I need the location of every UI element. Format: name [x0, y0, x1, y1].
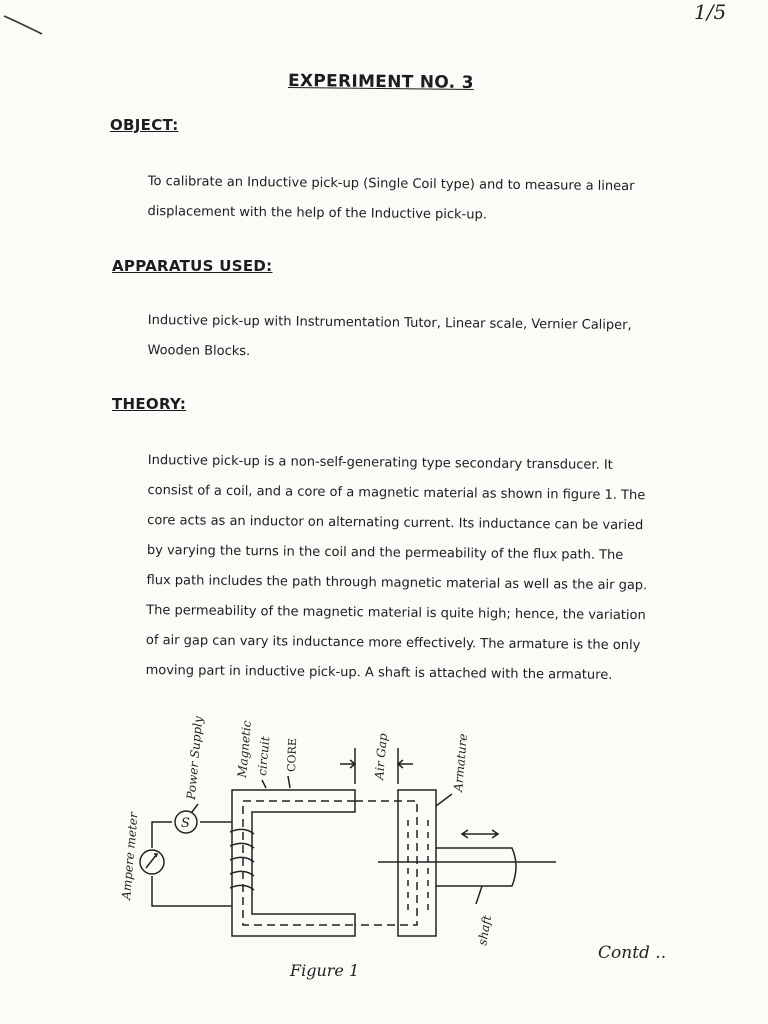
apparatus-line: Inductive pick-up with Instrumentation Tutor, Linear scale, Vernier Caliper, [147, 312, 632, 334]
core-outer [232, 790, 355, 936]
ammeter-symbol [140, 850, 164, 874]
theory-paragraph [145, 446, 657, 691]
coil-windings [230, 829, 254, 890]
object-paragraph [147, 167, 658, 232]
shaft-label: shaft [475, 914, 495, 947]
core-label: CORE [285, 737, 300, 773]
shaft [436, 848, 516, 886]
theory-line: Inductive pick-up is a non-self-generating type secondary transducer. It [147, 452, 613, 473]
figure-caption: Figure 1 [290, 961, 360, 980]
theory-line: flux path includes the path through magnetic material as well as the air gap. [146, 572, 648, 594]
ampere-meter-label: Ampere meter [119, 811, 141, 901]
apparatus-line: Wooden Blocks. [147, 342, 251, 360]
theory-line: moving part in inductive pick-up. A shaft is attached with the armature. [145, 662, 613, 683]
object-heading: OBJECT: [110, 116, 179, 134]
theory-line: of air gap can vary its inductance more effectively. The armature is the only [145, 632, 641, 654]
theory-line: core acts as an inductor on alternating current. Its inductance can be varied [147, 512, 644, 534]
theory-heading: THEORY: [112, 395, 187, 413]
power-supply-label: Power Supply [184, 715, 206, 801]
page-number: 1/5 [694, 0, 727, 24]
source-symbol-label: S [181, 816, 190, 831]
apparatus-paragraph [147, 306, 658, 371]
armature-label: Armature [451, 732, 471, 793]
page-title: EXPERIMENT NO. 3 [287, 71, 474, 93]
pen-stroke-mark [2, 10, 44, 36]
air-gap-label: Air Gap [372, 732, 391, 781]
theory-line: The permeability of the magnetic material is quite high; hence, the variation [146, 602, 646, 624]
magnetic-circuit-label-2: circuit [255, 735, 273, 777]
theory-line: consist of a coil, and a core of a magnetic material as shown in figure 1. The [147, 482, 646, 504]
inductive-pickup-diagram [0, 700, 768, 1024]
magnetic-circuit-label-1: Magnetic [235, 719, 254, 779]
magnetic-circuit-path [243, 801, 355, 925]
object-line: displacement with the help of the Inductive pick-up. [147, 203, 487, 223]
object-line: To calibrate an Inductive pick-up (Single Coil type) and to measure a linear [147, 173, 635, 195]
apparatus-heading: APPARATUS USED: [112, 257, 273, 275]
theory-line: by varying the turns in the coil and the permeability of the flux path. The [146, 542, 624, 563]
continued-note: Contd .. [598, 943, 667, 963]
